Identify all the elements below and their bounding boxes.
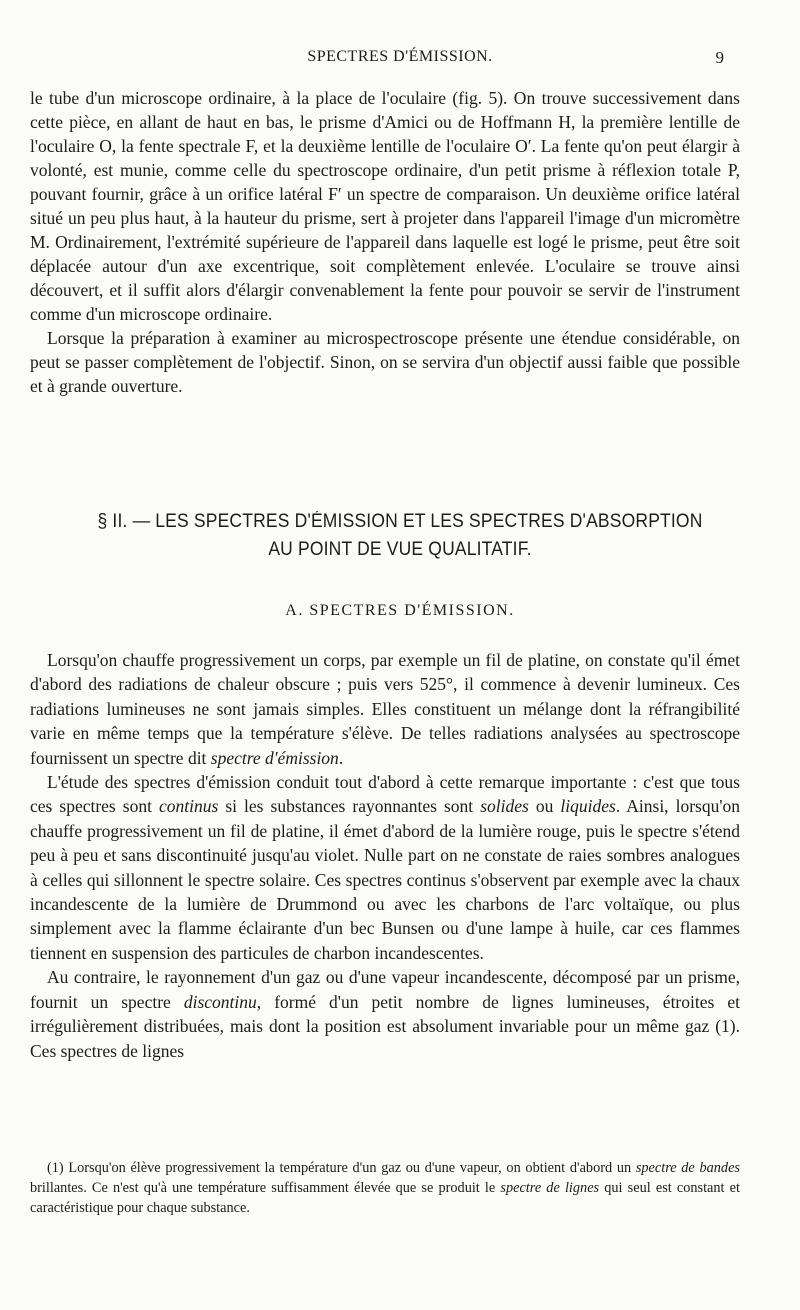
italic-term: continus	[158, 796, 219, 817]
page-number: 9	[715, 48, 724, 67]
italic-term: spectre d'émission	[210, 747, 339, 768]
text-run: L'étude des spectres d'émission conduit tout d'abord à cette remarque importante : c'est que tous ces spectres sont	[30, 772, 740, 817]
section-heading-line: § II. — LES SPECTRES D'ÉMISSION ET LES SPECTRES D'ABSORPTION	[97, 511, 703, 532]
text-run: (1) Lorsqu'on élève progressivement la température d'un gaz ou d'une vapeur, on obtient d'abord un	[47, 1160, 636, 1176]
text-run: .	[338, 747, 344, 768]
intro-paragraph: Lorsque la préparation à examiner au microspectroscope présente une étendue considérable, on peut se passer complètement de l'objectif. Sinon, on se servira d'un objectif aussi faible que possible et à grande ouverture.	[30, 328, 740, 396]
emission-text	[30, 648, 740, 1063]
text-run: qui seul est constant et caractéristique pour chaque substance.	[30, 1180, 740, 1216]
footnote	[30, 1158, 740, 1218]
section-heading-line: AU POINT DE VUE QUALITATIF.	[268, 539, 532, 560]
intro-paragraph: le tube d'un microscope ordinaire, à la place de l'oculaire (fig. 5). On trouve successivement dans cette pièce, en allant de haut en bas, le prisme d'Amici ou de Hoffmann H, la première lentille de l'oculaire O, la fente spectrale F, et la deuxième lentille de l'oculaire O′. La fente qu'on peut élargir à volonté, est munie, comme celle du spectroscope ordinaire, d'un petit prisme à réflexion totale P, pouvant fournir, grâce à un orifice latéral F′ un spectre de comparaison. Un deuxième orifice latéral situé un peu plus haut, à la hauteur du prisme, sert à projeter dans l'appareil l'image d'un micromètre M. Ordinairement, l'extrémité supérieure de l'appareil dans laquelle est logé le prisme, peut être soit déplacée autour d'un axe excentrique, soit complètement enlevée. L'oculaire se trouve ainsi découvert, et il suffit alors d'élargir convenablement la fente pour pouvoir se servir de l'instrument comme d'un microscope ordinaire.	[30, 88, 740, 324]
intro-text	[30, 86, 740, 398]
subsection-heading: A. SPECTRES D'ÉMISSION.	[285, 602, 515, 619]
text-run: Au contraire, le rayonnement d'un gaz ou d'une vapeur incandescente, décomposé par un prisme, fournit un spectre	[30, 967, 740, 1012]
body-paragraph	[30, 648, 740, 770]
footnotes	[30, 1158, 740, 1218]
text-run: ou	[528, 796, 561, 817]
running-title: SPECTRES D'ÉMISSION.	[307, 48, 493, 65]
italic-term: solides	[480, 796, 529, 817]
body-paragraph	[30, 770, 740, 965]
running-header	[0, 46, 800, 70]
italic-term: discontinu	[183, 991, 257, 1012]
text-run: Lorsqu'on chauffe progressivement un corps, par exemple un fil de platine, on constate qu'il émet d'abord des radiations de chaleur obscure ; puis vers 525°, il commence à devenir lumineux. Ces radiations lumineuses ne sont jamais simples. Elles constituent un mélange dont la réfrangibilité varie en même temps que la température s'élève. De telles radiations analysées au spectroscope fournissent un spectre dit	[30, 650, 740, 768]
text-run: brillantes. Ce n'est qu'à une température suffisamment élevée que se produit le	[30, 1180, 501, 1196]
italic-term: spectre de lignes	[500, 1180, 600, 1196]
text-run: , formé d'un petit nombre de lignes lumineuses, étroites et irrégulièrement distribuées, mais dont la position est absolument invariable pour un même gaz (1). Ces spectres de lignes	[30, 991, 740, 1061]
section-heading	[60, 508, 741, 564]
text-run: . Ainsi, lorsqu'on chauffe progressivement un fil de platine, il émet d'abord de la lumière rouge, puis le spectre s'étend peu à peu et sans discontinuité jusqu'au violet. Nulle part on ne constate de raies sombres analogues à celles qui sillonnent le spectre solaire. Ces spectres continus s'observent par exemple avec la chaux incandescente de la lumière de Drummond ou avec les charbons de l'arc voltaïque, ou plus simplement avec la flamme éclairante d'un bec Bunsen ou d'une lampe à huile, car ces flammes tiennent en suspension des particules de charbon incandescentes.	[30, 796, 740, 963]
italic-term: spectre de bandes	[635, 1160, 740, 1176]
body-paragraph	[30, 965, 740, 1063]
italic-term: liquides	[560, 796, 616, 817]
text-run: si les substances rayonnantes sont	[218, 796, 481, 817]
